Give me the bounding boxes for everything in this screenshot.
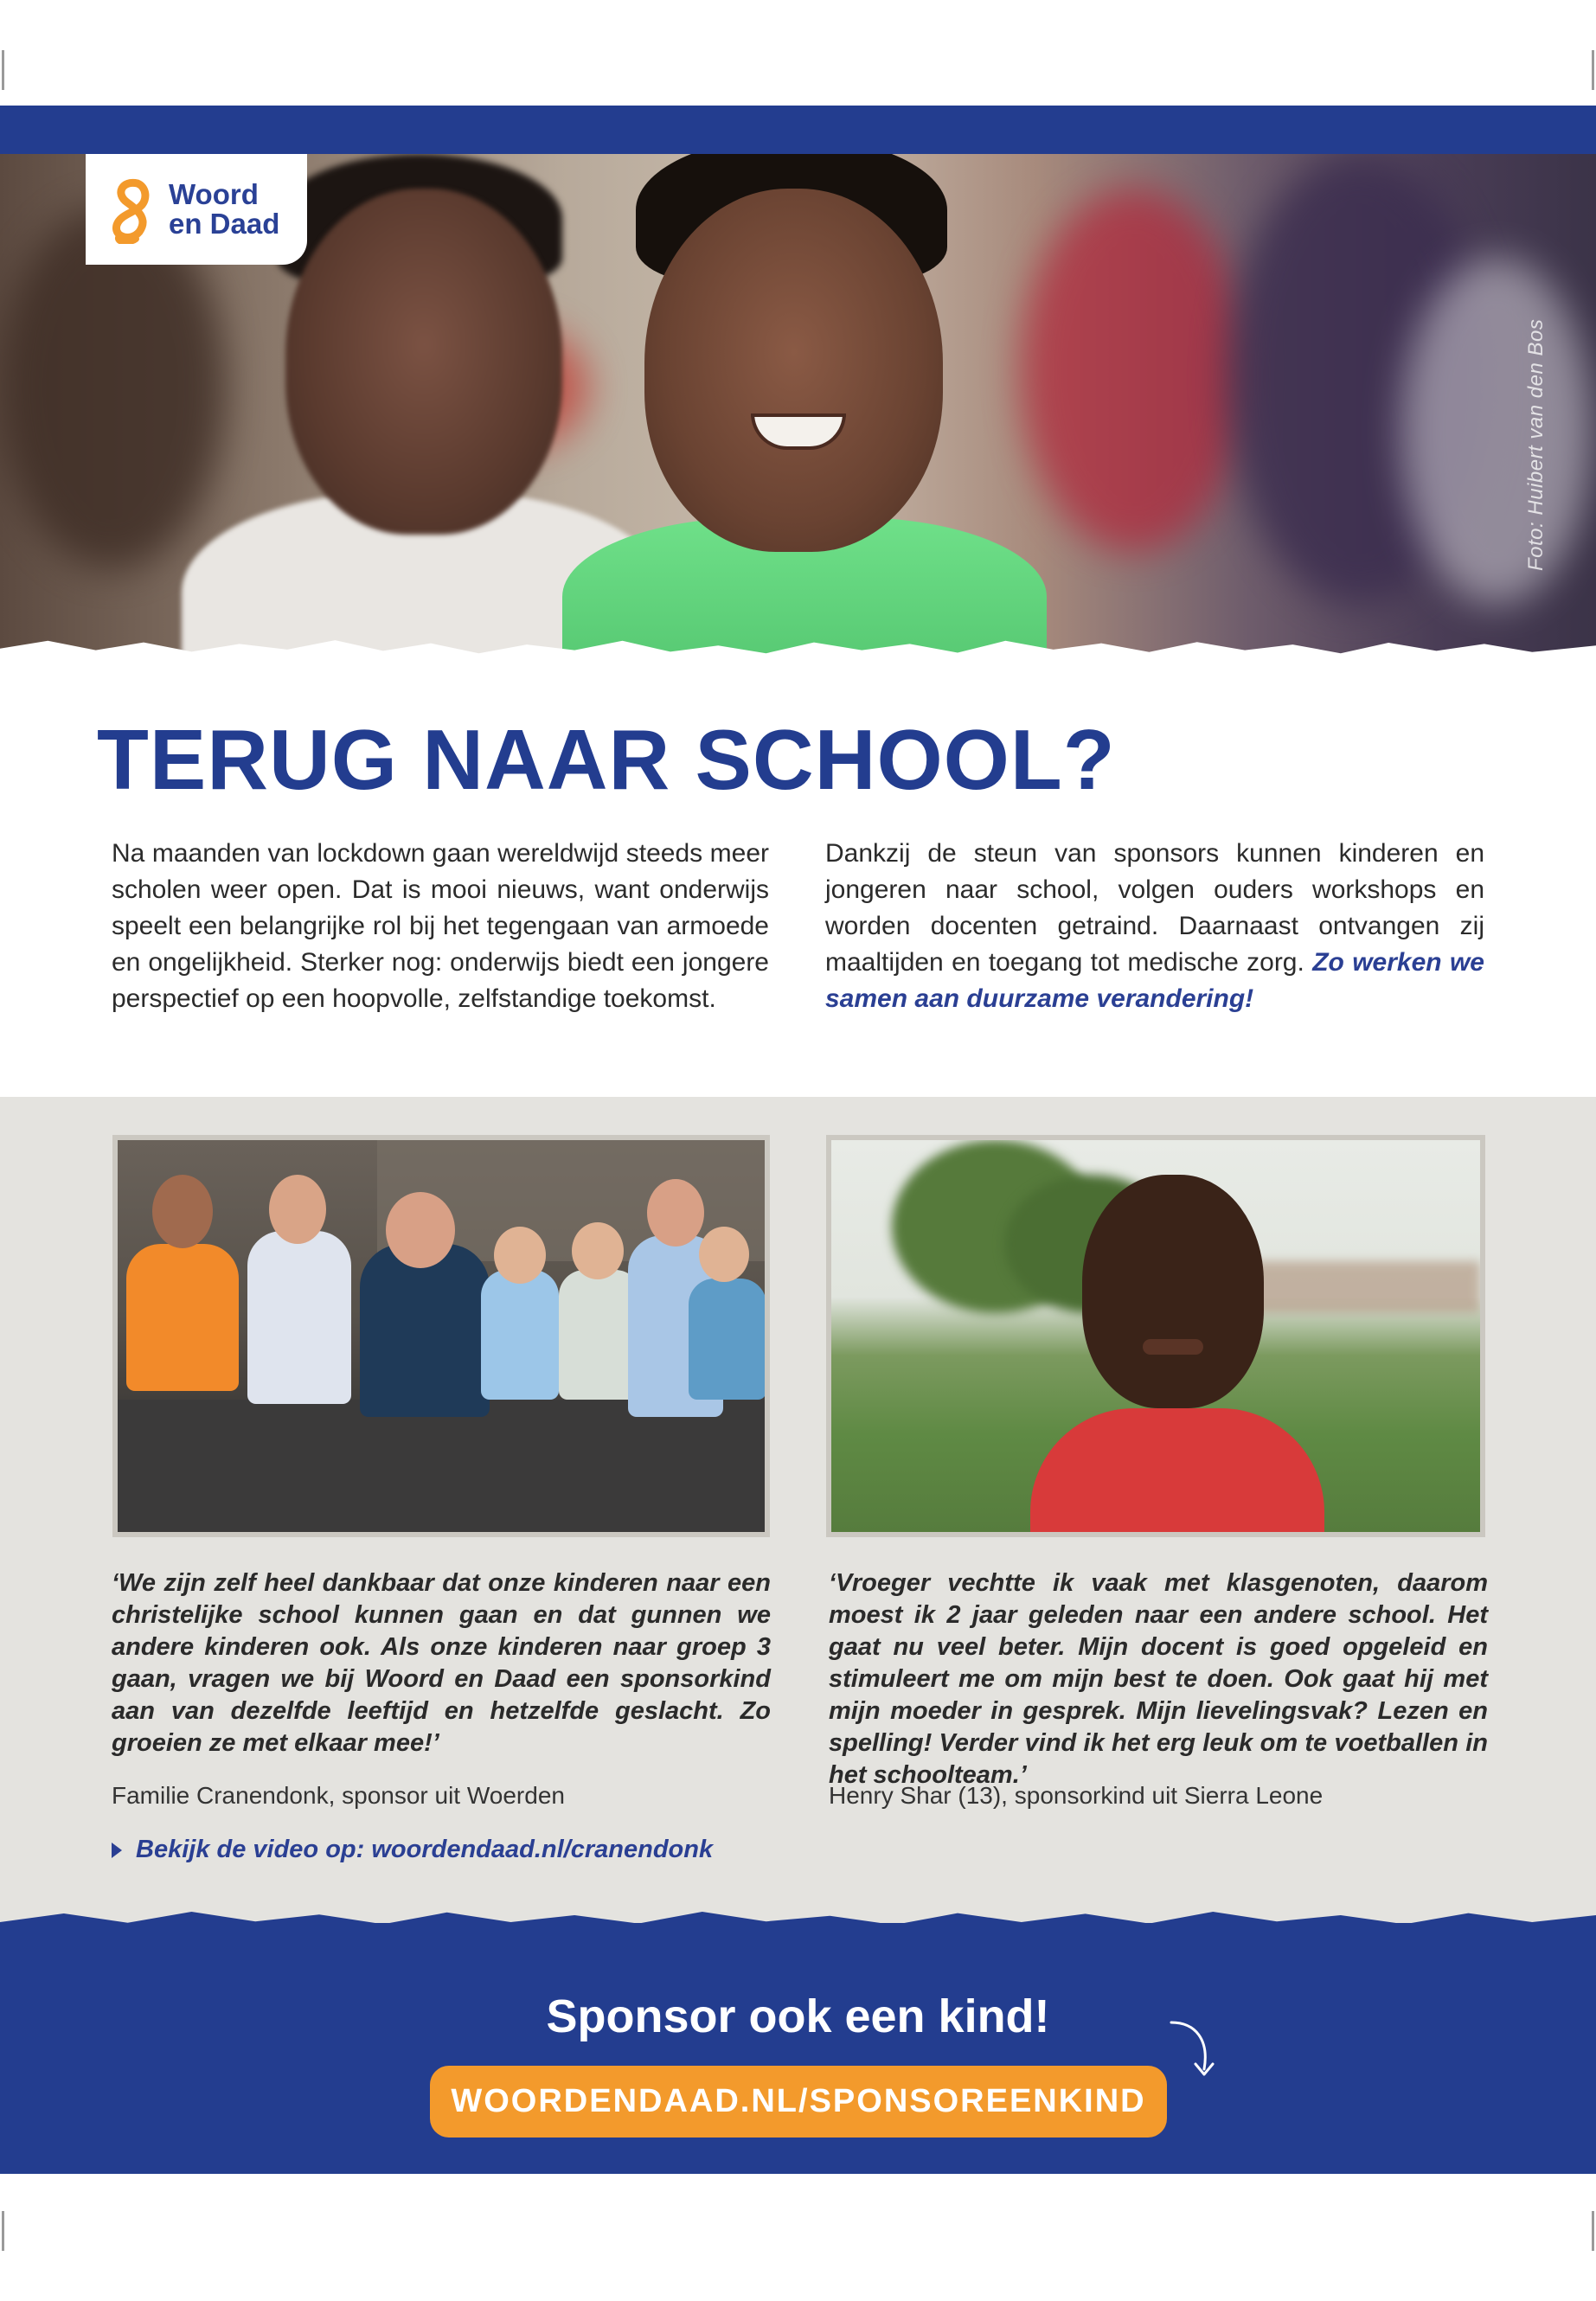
video-link[interactable] (112, 1836, 713, 1864)
sponsor-button[interactable]: WOORDENDAAD.NL/SPONSOREENKIND (430, 2066, 1167, 2138)
crop-mark-top-right (1592, 50, 1594, 90)
play-triangle-icon (112, 1843, 122, 1858)
page-title: TERUG NAAR SCHOOL? (97, 712, 1116, 807)
logo-line-2: en Daad (169, 208, 280, 240)
logo-wordmark (169, 180, 279, 239)
video-link-label: Bekijk de video op: woordendaad.nl/cranendonk (136, 1836, 714, 1863)
intro-right-emphasis: Zo werken we samen aan duurzame verandering! (825, 948, 1484, 1013)
photo-credit: Foto: Huibert van den Bos (1524, 318, 1548, 571)
intro-left-paragraph: Na maanden van lockdown gaan wereldwijd steeds meer scholen weer open. Dat is mooi nieuws, want onderwijs speelt een belangrijke rol bij het tegengaan van armoede en ongelijkheid. Sterker nog: onderwijs biedt een jongere perspectief op een hoopvolle, zelfstandige toekomst. (112, 839, 769, 1013)
testimonial-quote-family: ‘We zijn zelf heel dankbaar dat onze kinderen naar een christelijke school kunnen gaan en dat gunnen we andere kinderen ook. Als onze kinderen naar groep 3 gaan, vragen we bij Woord en Daad een sponsorkind aan van dezelfde leeftijd en hetzelfde geslacht. Zo groeien ze met elkaar mee!’ (112, 1569, 771, 1757)
brand-logo[interactable] (86, 154, 307, 265)
intro-right-text: Dankzij de steun van sponsors kunnen kinderen en jongeren naar school, volgen ouders workshops en worden docenten getraind. Daarnaast ontvangen zij maaltijden en toegang tot medische zorg. (825, 839, 1484, 977)
crop-mark-top-left (2, 50, 4, 90)
cta-title: Sponsor ook een kind! (546, 1990, 1050, 2042)
logo-line-1: Woord (169, 178, 259, 210)
testimonial-attribution-child: Henry Shar (13), sponsorkind uit Sierra Leone (829, 1782, 1324, 1809)
top-brand-band (0, 106, 1596, 154)
woord-en-daad-logo-icon (105, 175, 157, 244)
testimonial-attribution-family: Familie Cranendonk, sponsor uit Woerden (112, 1782, 565, 1809)
intro-right-paragraph (825, 836, 1484, 1017)
sponsor-child-photo (826, 1135, 1485, 1537)
crop-mark-bottom-right (1592, 2211, 1594, 2251)
family-photo (112, 1135, 770, 1537)
crop-mark-bottom-left (2, 2211, 4, 2251)
testimonial-quote-child: ‘Vroeger vechtte ik vaak met klasgenoten, daarom moest ik 2 jaar geleden naar een andere school. Het gaat nu veel beter. Mijn docent is goed opgeleid en stimuleert me om mijn best te doen. Ook gaat hij met mijn moeder in gesprek. Mijn lievelingsvak? Lezen en spelling! Verder vind ik het erg leuk om te voetballen in het schoolteam.’ (829, 1569, 1488, 1789)
curved-arrow-icon (1166, 2014, 1220, 2085)
